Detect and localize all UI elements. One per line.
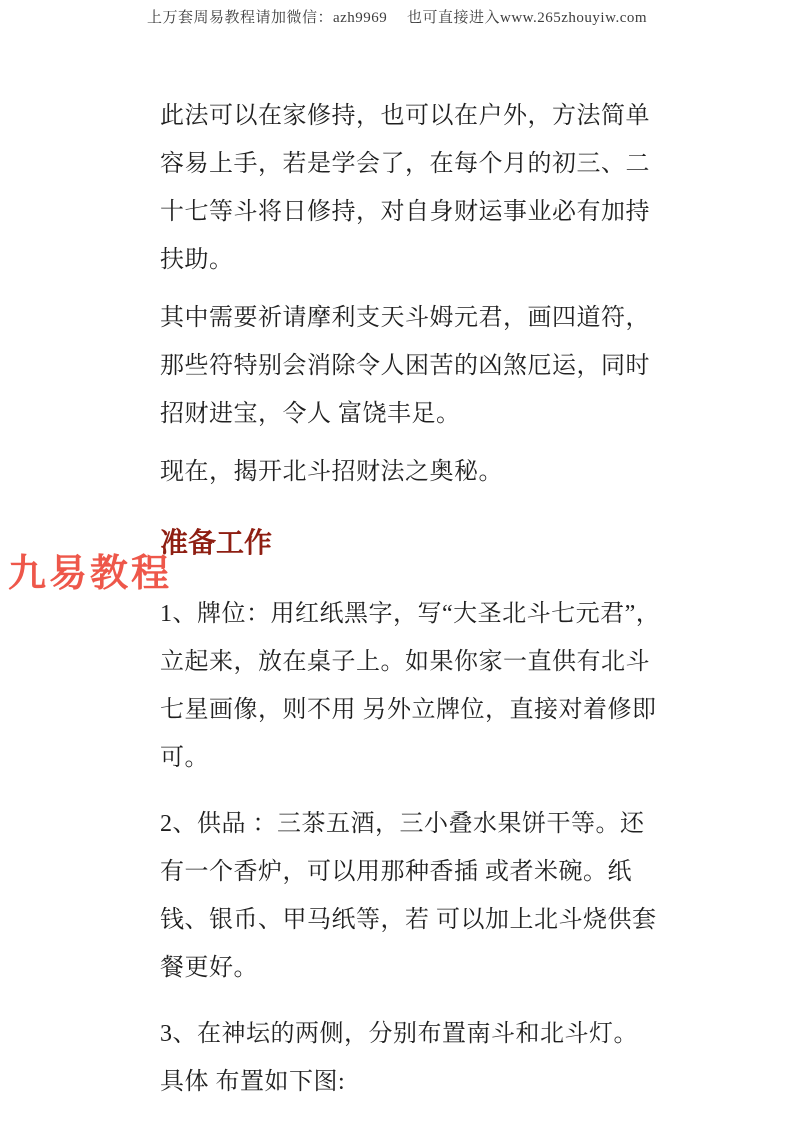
list-item-altar-lamps: 3、在神坛的两侧，分别布置南斗和北斗灯。 具体 布置如下图: bbox=[160, 1021, 657, 1095]
header-ad-note: 上万套周易教程请加微信：azh9969 也可直接进入www.265zhouyiw.com bbox=[146, 10, 648, 26]
paragraph-talisman-benefits: 其中需要祈请摩利支天斗姆元君，画四道符，那些符特别会消除令人困苦的凶煞厄运，同时招财进宝，令人 富饶丰足。 bbox=[160, 305, 650, 427]
paragraph-intro-practice: 此法可以在家修持，也可以在户外，方法简单容易上手，若是学会了，在每个月的初三、二十七等斗将日修持，对自身财运事业必有加持 扶助。 bbox=[160, 103, 650, 273]
list-item-tablet: 1、牌位：用红纸黑字，写“大圣北斗七元君”，立起来，放在桌子上。如果你家一直供有北斗七星画像，则不用 另外立牌位，直接对着修即可。 bbox=[160, 601, 661, 771]
document-body bbox=[160, 92, 665, 1124]
paragraph-reveal-secret: 现在，揭开北斗招财法之奥秘。 bbox=[160, 459, 503, 485]
list-item-offerings: 2、供品 ：三茶五酒，三小叠水果饼干等。还有一个香炉，可以用那种香插 或者米碗。纸钱、银币、甲马纸等，若 可以加上北斗烧供套餐更好。 bbox=[160, 811, 657, 981]
section-heading-preparation: 准备工作 bbox=[160, 528, 273, 559]
watermark-text: 九易教程 bbox=[8, 551, 173, 595]
